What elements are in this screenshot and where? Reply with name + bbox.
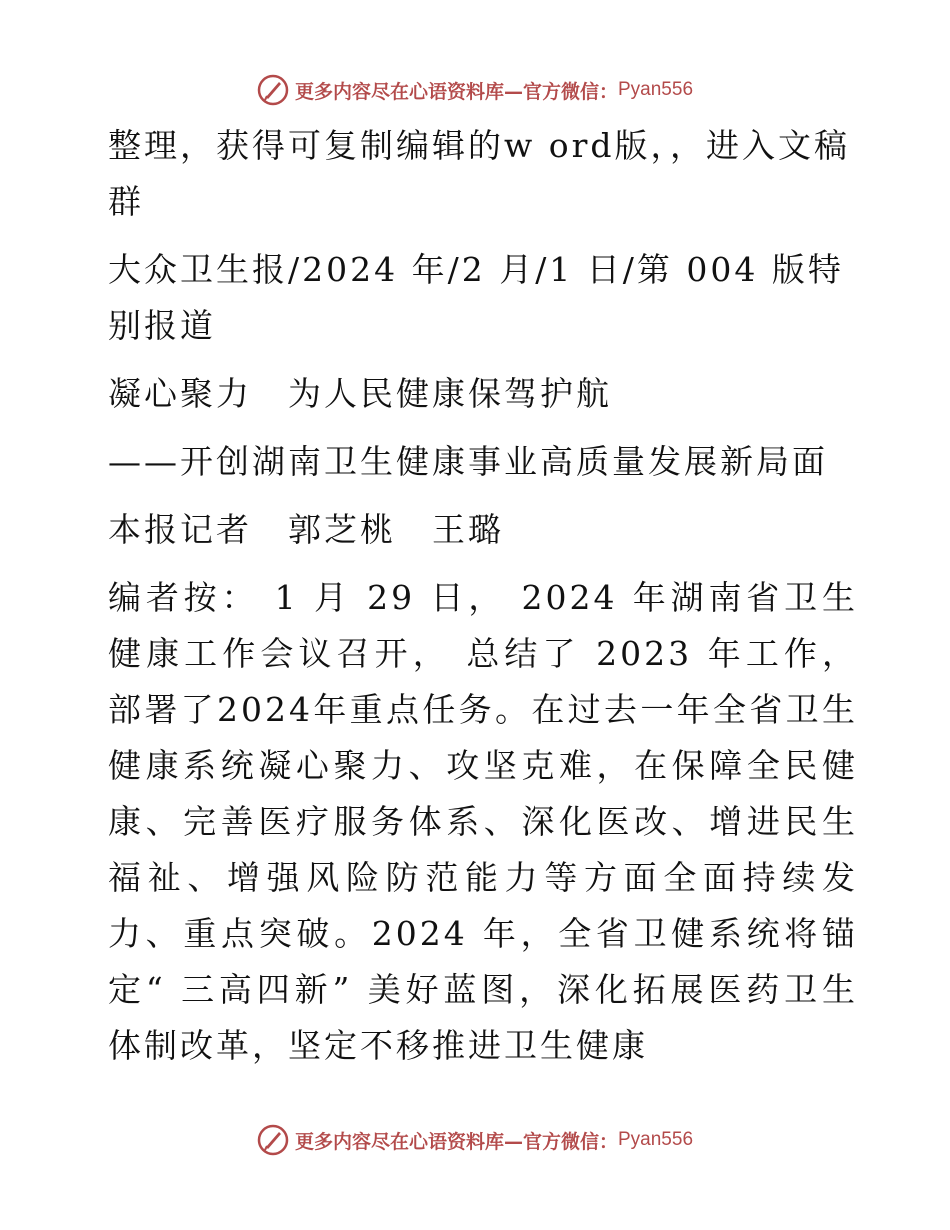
intro-paragraph: 整理，获得可复制编辑的w ord版，，进入文稿群 <box>108 126 851 221</box>
watermark-text: 更多内容尽在心语资料库—官方微信： <box>294 1130 618 1153</box>
byline: 本报记者 郭芝桃 王璐 <box>108 510 504 549</box>
article-subtitle: ——开创湖南卫生健康事业高质量发展新局面 <box>108 442 828 481</box>
watermark-text: 更多内容尽在心语资料库—官方微信： <box>294 80 618 103</box>
document-body <box>98 118 872 1086</box>
article-title: 凝心聚力 为人民健康保驾护航 <box>108 374 612 413</box>
source-line: 大众卫生报/2024 年/2 月/1 日/第 004 版特别报道 <box>108 250 844 345</box>
quill-logo-icon <box>257 1124 289 1156</box>
watermark-wechat-id: Pyan556 <box>618 1129 694 1150</box>
watermark-banner-bottom <box>0 1118 950 1162</box>
watermark-banner-top <box>0 68 950 112</box>
watermark-wechat-id: Pyan556 <box>618 79 694 100</box>
editor-note: 编者按： 1 月 29 日， 2024 年湖南省卫生健康工作会议召开， 总结了 2023 年工作， 部署了2024年重点任务。在过去一年全省卫生健康系统凝心聚力、攻坚克难，在保障全民健康、完善医疗服务体系、深化医改、增进民生福祉、增强风险防范能力等方面全面持续发力、重点突破。2024 年，全省卫健系统将锚定“ 三高四新” 美好蓝图，深化拓展医药卫生体制改革，坚定不移推进卫生健康 <box>108 578 872 1065</box>
quill-logo-icon <box>257 74 289 106</box>
